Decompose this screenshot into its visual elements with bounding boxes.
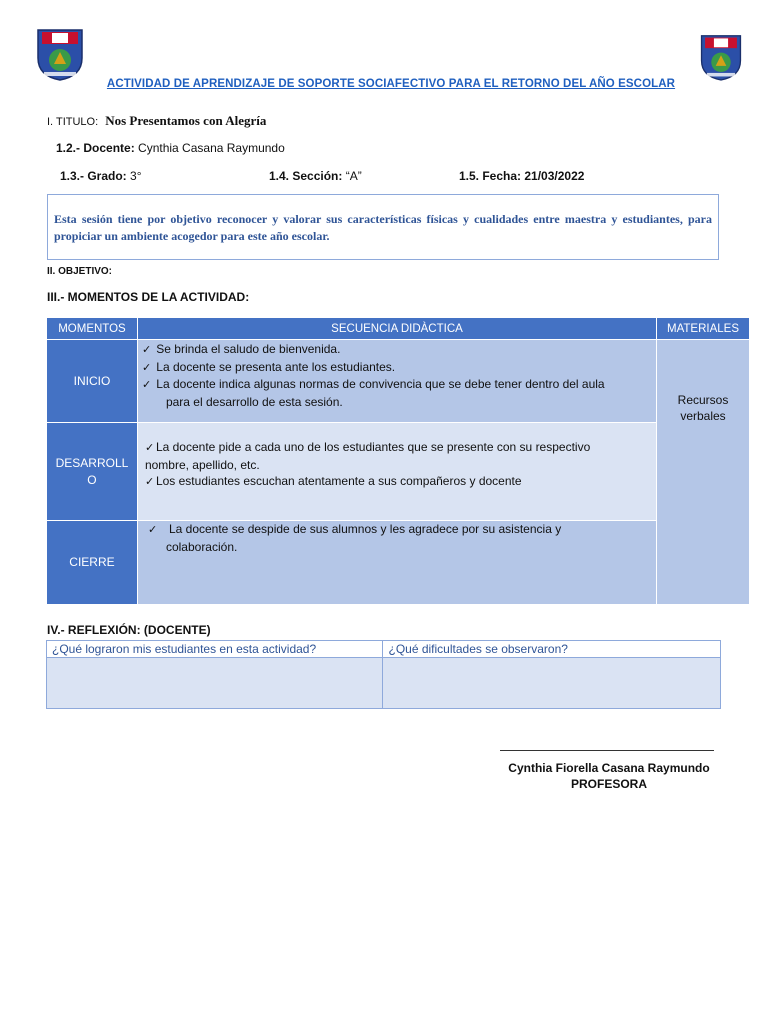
grado-label: 1.3.- Grado: — [60, 169, 127, 183]
seccion-row — [269, 169, 362, 183]
docente-value: Cynthia Casana Raymundo — [138, 141, 285, 155]
list-item — [145, 473, 652, 491]
list-item-text: La docente pide a cada uno de los estudiantes que se presente con su respectivo — [155, 440, 591, 454]
list-item-text: Los estudiantes escuchan atentamente a sus compañeros y docente — [155, 474, 522, 488]
list-item-text: nombre, apellido, etc. — [144, 457, 260, 472]
materiales-line2: verbales — [680, 409, 726, 423]
moment-inicio: INICIO — [47, 340, 138, 423]
header-momentos: MOMENTOS — [47, 318, 138, 340]
titulo-row — [47, 113, 266, 129]
list-item — [145, 457, 652, 474]
checkmark-icon: ✓ — [141, 379, 152, 391]
list-item — [145, 439, 652, 457]
list-item — [142, 341, 652, 359]
moments-table — [46, 317, 750, 605]
fecha-label: 1.5. Fecha: — [459, 169, 522, 183]
reflexion-col2: ¿Qué dificultades se observaron? — [383, 641, 721, 658]
signature-block — [470, 760, 748, 792]
list-item — [148, 539, 652, 556]
checkmark-icon: ✓ — [144, 442, 155, 454]
list-item — [142, 359, 652, 377]
moment-cierre: CIERRE — [47, 521, 138, 605]
seccion-label: 1.4. Sección: — [269, 169, 343, 183]
desarrollo-label-2: O — [87, 472, 97, 487]
moment-desarrollo — [47, 423, 138, 521]
cierre-sequence — [137, 521, 656, 605]
list-item-text: La docente indica algunas normas de convivencia que se debe tener dentro del aula — [156, 377, 605, 391]
desarrollo-sequence — [137, 423, 656, 521]
desarrollo-label-1: DESARROLL — [55, 455, 129, 470]
header-secuencia: SECUENCIA DIDÀCTICA — [137, 318, 656, 340]
titulo-value: Nos Presentamos con Alegría — [105, 113, 267, 128]
reflexion-header-row — [47, 641, 721, 658]
list-item — [142, 394, 652, 411]
signature-line — [500, 750, 714, 751]
table-row — [47, 423, 750, 521]
school-crest-icon — [34, 26, 86, 82]
objetivo-heading-text: II. OBJETIVO: — [47, 266, 113, 277]
objetivo-heading — [47, 265, 112, 277]
fecha-value: 21/03/2022 — [524, 169, 585, 183]
checkmark-icon: ✓ — [147, 524, 158, 536]
materiales-cell — [657, 340, 750, 605]
momentos-heading: III.- MOMENTOS DE LA ACTIVIDAD: — [47, 290, 250, 304]
list-item-text: colaboración. — [165, 539, 238, 554]
docente-label: 1.2.- Docente: — [56, 141, 135, 155]
grado-row — [60, 169, 142, 183]
list-item-text: para el desarrollo de esta sesión. — [165, 394, 343, 409]
reflexion-heading: IV.- REFLEXIÓN: (DOCENTE) — [47, 623, 211, 637]
list-item-text: La docente se despide de sus alumnos y les agradece por su asistencia y — [168, 522, 562, 536]
moments-header-row — [47, 318, 750, 340]
list-item — [142, 376, 652, 394]
reflexion-answer-2[interactable] — [383, 658, 721, 709]
reflexion-table — [46, 640, 721, 709]
seccion-value: “A” — [345, 169, 362, 183]
document-title: ACTIVIDAD DE APRENDIZAJE DE SOPORTE SOCIAFECTIVO PARA EL RETORNO DEL AÑO ESCOLAR — [106, 78, 676, 90]
table-row — [47, 340, 750, 423]
list-item-text: La docente se presenta ante los estudiantes. — [156, 359, 396, 374]
checkmark-icon: ✓ — [141, 361, 152, 374]
checkmark-icon: ✓ — [141, 344, 152, 356]
fecha-row — [459, 169, 584, 183]
grado-value: 3° — [130, 169, 142, 183]
reflexion-answer-1[interactable] — [47, 658, 383, 709]
header-materiales: MATERIALES — [657, 318, 750, 340]
titulo-label: I. TITULO: — [47, 116, 99, 128]
table-row — [47, 521, 750, 605]
list-item — [148, 521, 652, 539]
docente-row — [56, 141, 285, 155]
list-item-text: Se brinda el saludo de bienvenida. — [156, 342, 341, 356]
objective-box: Esta sesión tiene por objetivo reconocer y valorar sus características físicas y cualidades entre maestra y estudiantes, para propiciar un ambiente acogedor para este año escolar. — [47, 194, 719, 260]
signature-role: PROFESORA — [570, 777, 647, 791]
inicio-sequence — [137, 340, 656, 423]
signature-name: Cynthia Fiorella Casana Raymundo — [508, 761, 710, 775]
materiales-line1: Recursos — [677, 393, 729, 407]
reflexion-body-row — [47, 658, 721, 709]
reflexion-col1: ¿Qué lograron mis estudiantes en esta actividad? — [47, 641, 383, 658]
school-crest-icon — [698, 28, 750, 84]
checkmark-icon: ✓ — [144, 476, 155, 488]
